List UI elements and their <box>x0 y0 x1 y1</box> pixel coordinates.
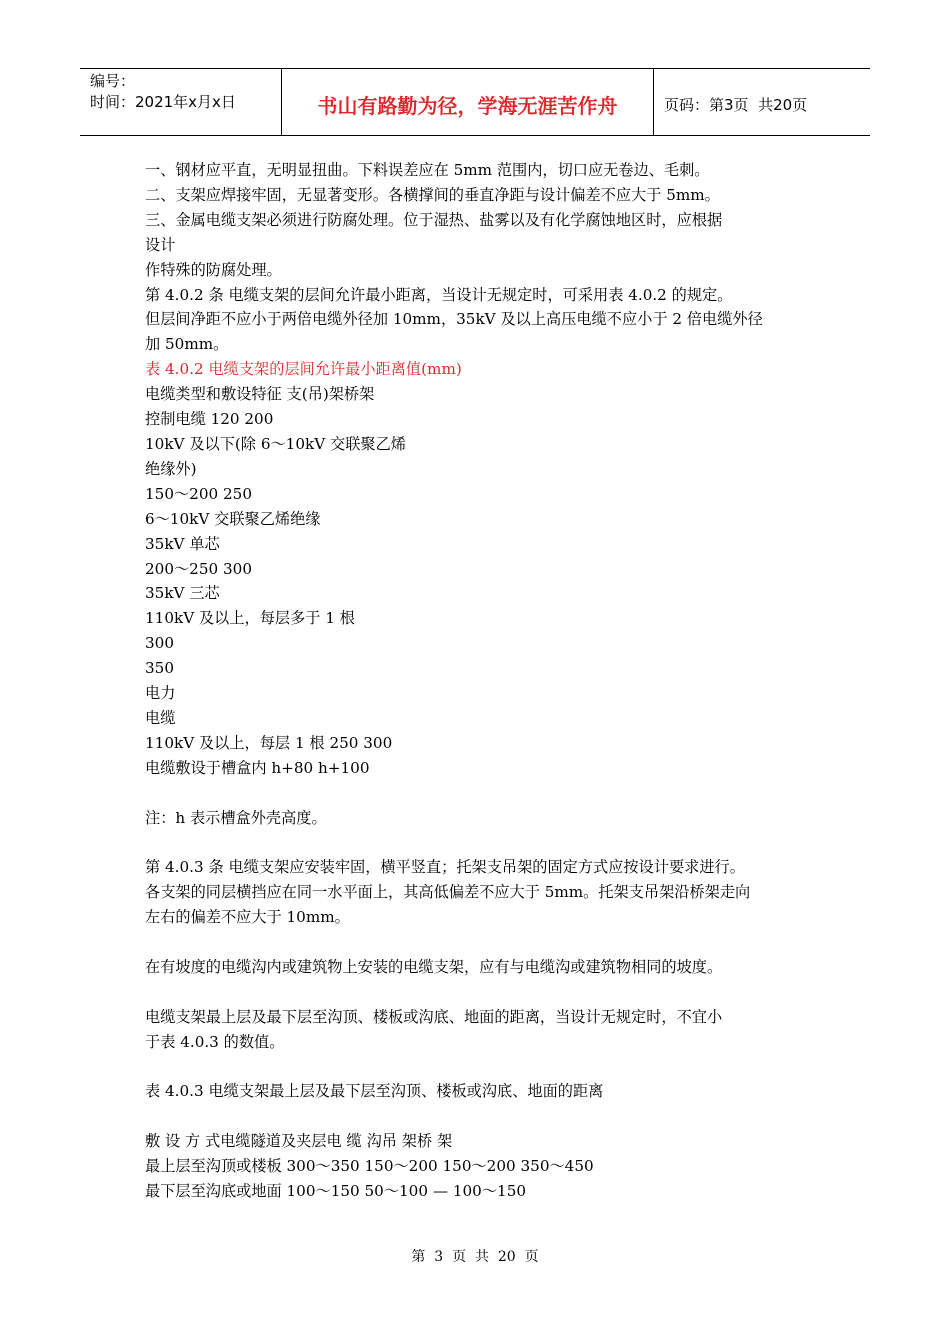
text-line: 一、钢材应平直，无明显扭曲。下料误差应在 5mm 范围内，切口应无卷边、毛刺。 <box>145 161 710 179</box>
text-line: 电力 <box>145 684 176 703</box>
text-line: 350 <box>145 659 174 678</box>
text-line: 但层间净距不应小于两倍电缆外径加 10mm，35kV 及以上高压电缆不应小于 2 倍电缆外径 <box>145 310 763 329</box>
text-line: 敷 设 方 式电缆隧道及夹层电 缆 沟吊 架桥 架 <box>145 1132 453 1151</box>
text-line: 200～250 300 <box>145 559 252 578</box>
document-number-label: 编号： <box>90 72 136 90</box>
text-line: 110kV 及以上，每层多于 1 根 <box>145 609 355 628</box>
text-line: 三、金属电缆支架必须进行防腐处理。位于湿热、盐雾以及有化学腐蚀地区时，应根据 <box>145 210 723 229</box>
text-line: 最上层至沟顶或楼板 300～350 150～200 150～200 350～450 <box>145 1157 594 1176</box>
document-time-label: 时间：2021年x月x日 <box>90 93 236 111</box>
blank-line <box>145 930 815 955</box>
text-line: 第 4.0.3 条 电缆支架应安装牢固，横平竖直；托架支吊架的固定方式应按设计要求进行。 <box>145 858 745 877</box>
text-line: 最下层至沟底或地面 100～150 50～100 — 100～150 <box>145 1182 527 1201</box>
text-line: 300 <box>145 634 174 653</box>
text-line: 150～200 250 <box>145 484 252 503</box>
blank-line <box>145 1055 815 1080</box>
header-meta <box>80 69 282 135</box>
text-line: 电缆 <box>145 708 176 727</box>
text-line: 设计 <box>145 235 176 254</box>
table-caption: 表 4.0.2 电缆支架的层间允许最小距离值(mm) <box>145 360 462 379</box>
text-line: 35kV 三芯 <box>145 584 220 603</box>
text-line: 35kV 单芯 <box>145 534 220 553</box>
text-line: 10kV 及以下(除 6～10kV 交联聚乙烯 <box>145 434 406 453</box>
blank-line <box>145 781 815 806</box>
text-line: 6～10kV 交联聚乙烯绝缘 <box>145 509 321 528</box>
header-motto: 书山有路勤为径，学海无涯苦作舟 <box>282 69 654 135</box>
header-page-info <box>654 69 870 135</box>
blank-line <box>145 830 815 855</box>
text-line: 表 4.0.3 电缆支架最上层及最下层至沟顶、楼板或沟底、地面的距离 <box>145 1082 604 1101</box>
text-line: 控制电缆 120 200 <box>145 410 274 429</box>
text-line: 注：h 表示槽盒外壳高度。 <box>145 808 327 827</box>
text-line: 作特殊的防腐处理。 <box>145 260 282 279</box>
text-line: 在有坡度的电缆沟内或建筑物上安装的电缆支架，应有与电缆沟或建筑物相同的坡度。 <box>145 957 723 976</box>
text-line: 110kV 及以上，每层 1 根 250 300 <box>145 733 393 752</box>
text-line: 二、支架应焊接牢固，无显著变形。各横撑间的垂直净距与设计偏差不应大于 5mm。 <box>145 185 720 204</box>
text-line: 于表 4.0.3 的数值。 <box>145 1032 285 1051</box>
blank-line <box>145 980 815 1005</box>
text-line: 电缆类型和敷设特征 支(吊)架桥架 <box>145 385 375 404</box>
text-line: 绝缘外) <box>145 459 197 478</box>
text-line: 各支架的同层横挡应在同一水平面上，其高低偏差不应大于 5mm。托架支吊架沿桥架走向 <box>145 883 751 902</box>
header-page-number: 页码：第3页 共20页 <box>664 95 808 114</box>
page-header <box>80 68 870 136</box>
blank-line <box>145 1104 815 1129</box>
text-line: 左右的偏差不应大于 10mm。 <box>145 908 350 927</box>
text-line: 电缆支架最上层及最下层至沟顶、楼板或沟底、地面的距离，当设计无规定时，不宜小 <box>145 1007 723 1026</box>
text-line: 加 50mm。 <box>145 335 229 354</box>
page-footer: 第 3 页 共 20 页 <box>411 1249 539 1265</box>
text-line: 第 4.0.2 条 电缆支架的层间允许最小距离，当设计无规定时，可采用表 4.0.2 的规定。 <box>145 285 733 304</box>
document-body <box>145 158 815 1204</box>
text-line: 电缆敷设于槽盒内 h+80 h+100 <box>145 758 370 777</box>
